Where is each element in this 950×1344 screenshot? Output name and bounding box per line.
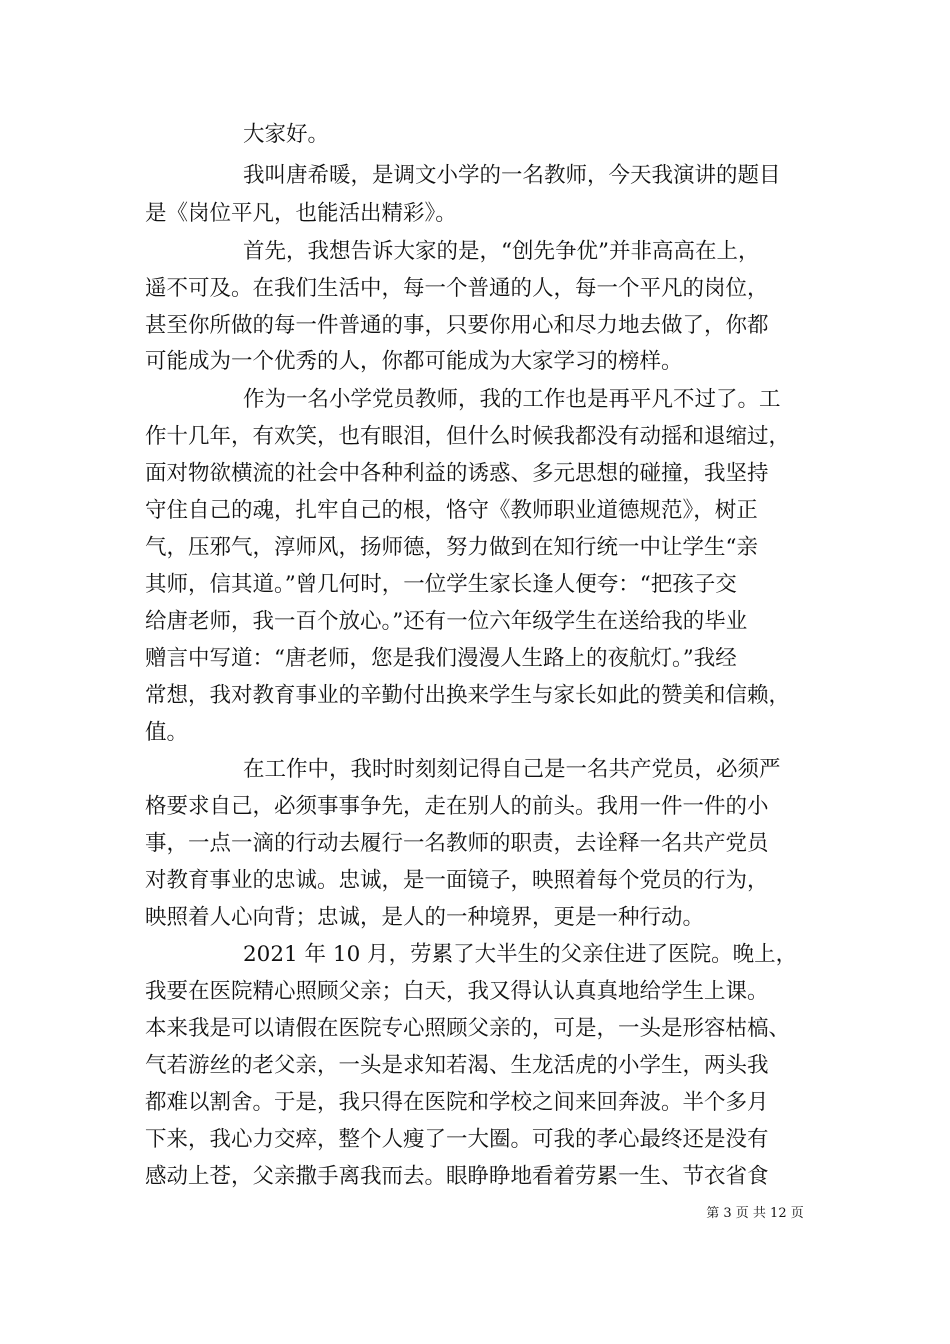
text-line: 事，一点一滴的行动去履行一名教师的职责，去诠释一名共产党员 bbox=[145, 831, 769, 856]
text-line: 我要在医院精心照顾父亲；白天，我又得认认真真地给学生上课。 bbox=[145, 979, 769, 1004]
page-number-footer: 第 3 页 共 12 页 bbox=[706, 1206, 804, 1221]
text-line: 2021 年 10 月，劳累了大半生的父亲住进了医院。晚上， bbox=[243, 942, 798, 967]
text-line: 大家好。 bbox=[243, 122, 330, 147]
text-line: 遥不可及。在我们生活中，每一个普通的人，每一个平凡的岗位， bbox=[145, 276, 769, 301]
text-line: 下来，我心力交瘁，整个人瘦了一大圈。可我的孝心最终还是没有 bbox=[145, 1127, 769, 1152]
text-line: 我叫唐希暖，是调文小学的一名教师，今天我演讲的题目 bbox=[243, 163, 781, 188]
text-line: 赠言中写道：“唐老师，您是我们漫漫人生路上的夜航灯。”我经 bbox=[145, 646, 737, 671]
text-line: 给唐老师，我一百个放心。”还有一位六年级学生在送给我的毕业 bbox=[145, 609, 748, 634]
text-line: 作十几年，有欢笑，也有眼泪，但什么时候我都没有动摇和退缩过， bbox=[145, 424, 791, 449]
text-line: 气若游丝的老父亲，一头是求知若渴、生龙活虎的小学生，两头我 bbox=[145, 1053, 769, 1078]
text-line: 感动上苍，父亲撒手离我而去。眼睁睁地看着劳累一生、节衣省食 bbox=[145, 1164, 769, 1189]
text-line: 可能成为一个优秀的人，你都可能成为大家学习的榜样。 bbox=[145, 349, 683, 374]
text-line: 首先，我想告诉大家的是，“创先争优”并非高高在上， bbox=[243, 239, 760, 264]
text-line: 是《岗位平凡，也能活出精彩》。 bbox=[145, 201, 457, 226]
text-line: 都难以割舍。于是，我只得在医院和学校之间来回奔波。半个多月 bbox=[145, 1090, 769, 1115]
text-line: 在工作中，我时时刻刻记得自己是一名共产党员，必须严 bbox=[243, 757, 781, 782]
text-line: 气，压邪气，淳师风，扬师德，努力做到在知行统一中让学生“亲 bbox=[145, 535, 758, 560]
text-line: 常想，我对教育事业的辛勤付出换来学生与家长如此的赞美和信赖， bbox=[145, 683, 791, 708]
text-line: 本来我是可以请假在医院专心照顾父亲的，可是，一头是形容枯槁、 bbox=[145, 1016, 791, 1041]
text-line: 守住自己的魂，扎牢自己的根，恪守《教师职业道德规范》，树正 bbox=[145, 498, 758, 523]
text-line: 对教育事业的忠诚。忠诚，是一面镜子，映照着每个党员的行为， bbox=[145, 868, 769, 893]
text-line: 映照着人心向背；忠诚，是人的一种境界，更是一种行动。 bbox=[145, 905, 705, 930]
text-line: 作为一名小学党员教师，我的工作也是再平凡不过了。工 bbox=[243, 387, 781, 412]
text-line: 值。 bbox=[145, 720, 189, 745]
text-line: 其师，信其道。”曾几何时，一位学生家长逢人便夸：“把孩子交 bbox=[145, 572, 737, 597]
text-line: 格要求自己，必须事事争先，走在别人的前头。我用一件一件的小 bbox=[145, 794, 769, 819]
text-line: 甚至你所做的每一件普通的事，只要你用心和尽力地去做了，你都 bbox=[145, 313, 769, 338]
text-line: 面对物欲横流的社会中各种利益的诱惑、多元思想的碰撞，我坚持 bbox=[145, 461, 769, 486]
